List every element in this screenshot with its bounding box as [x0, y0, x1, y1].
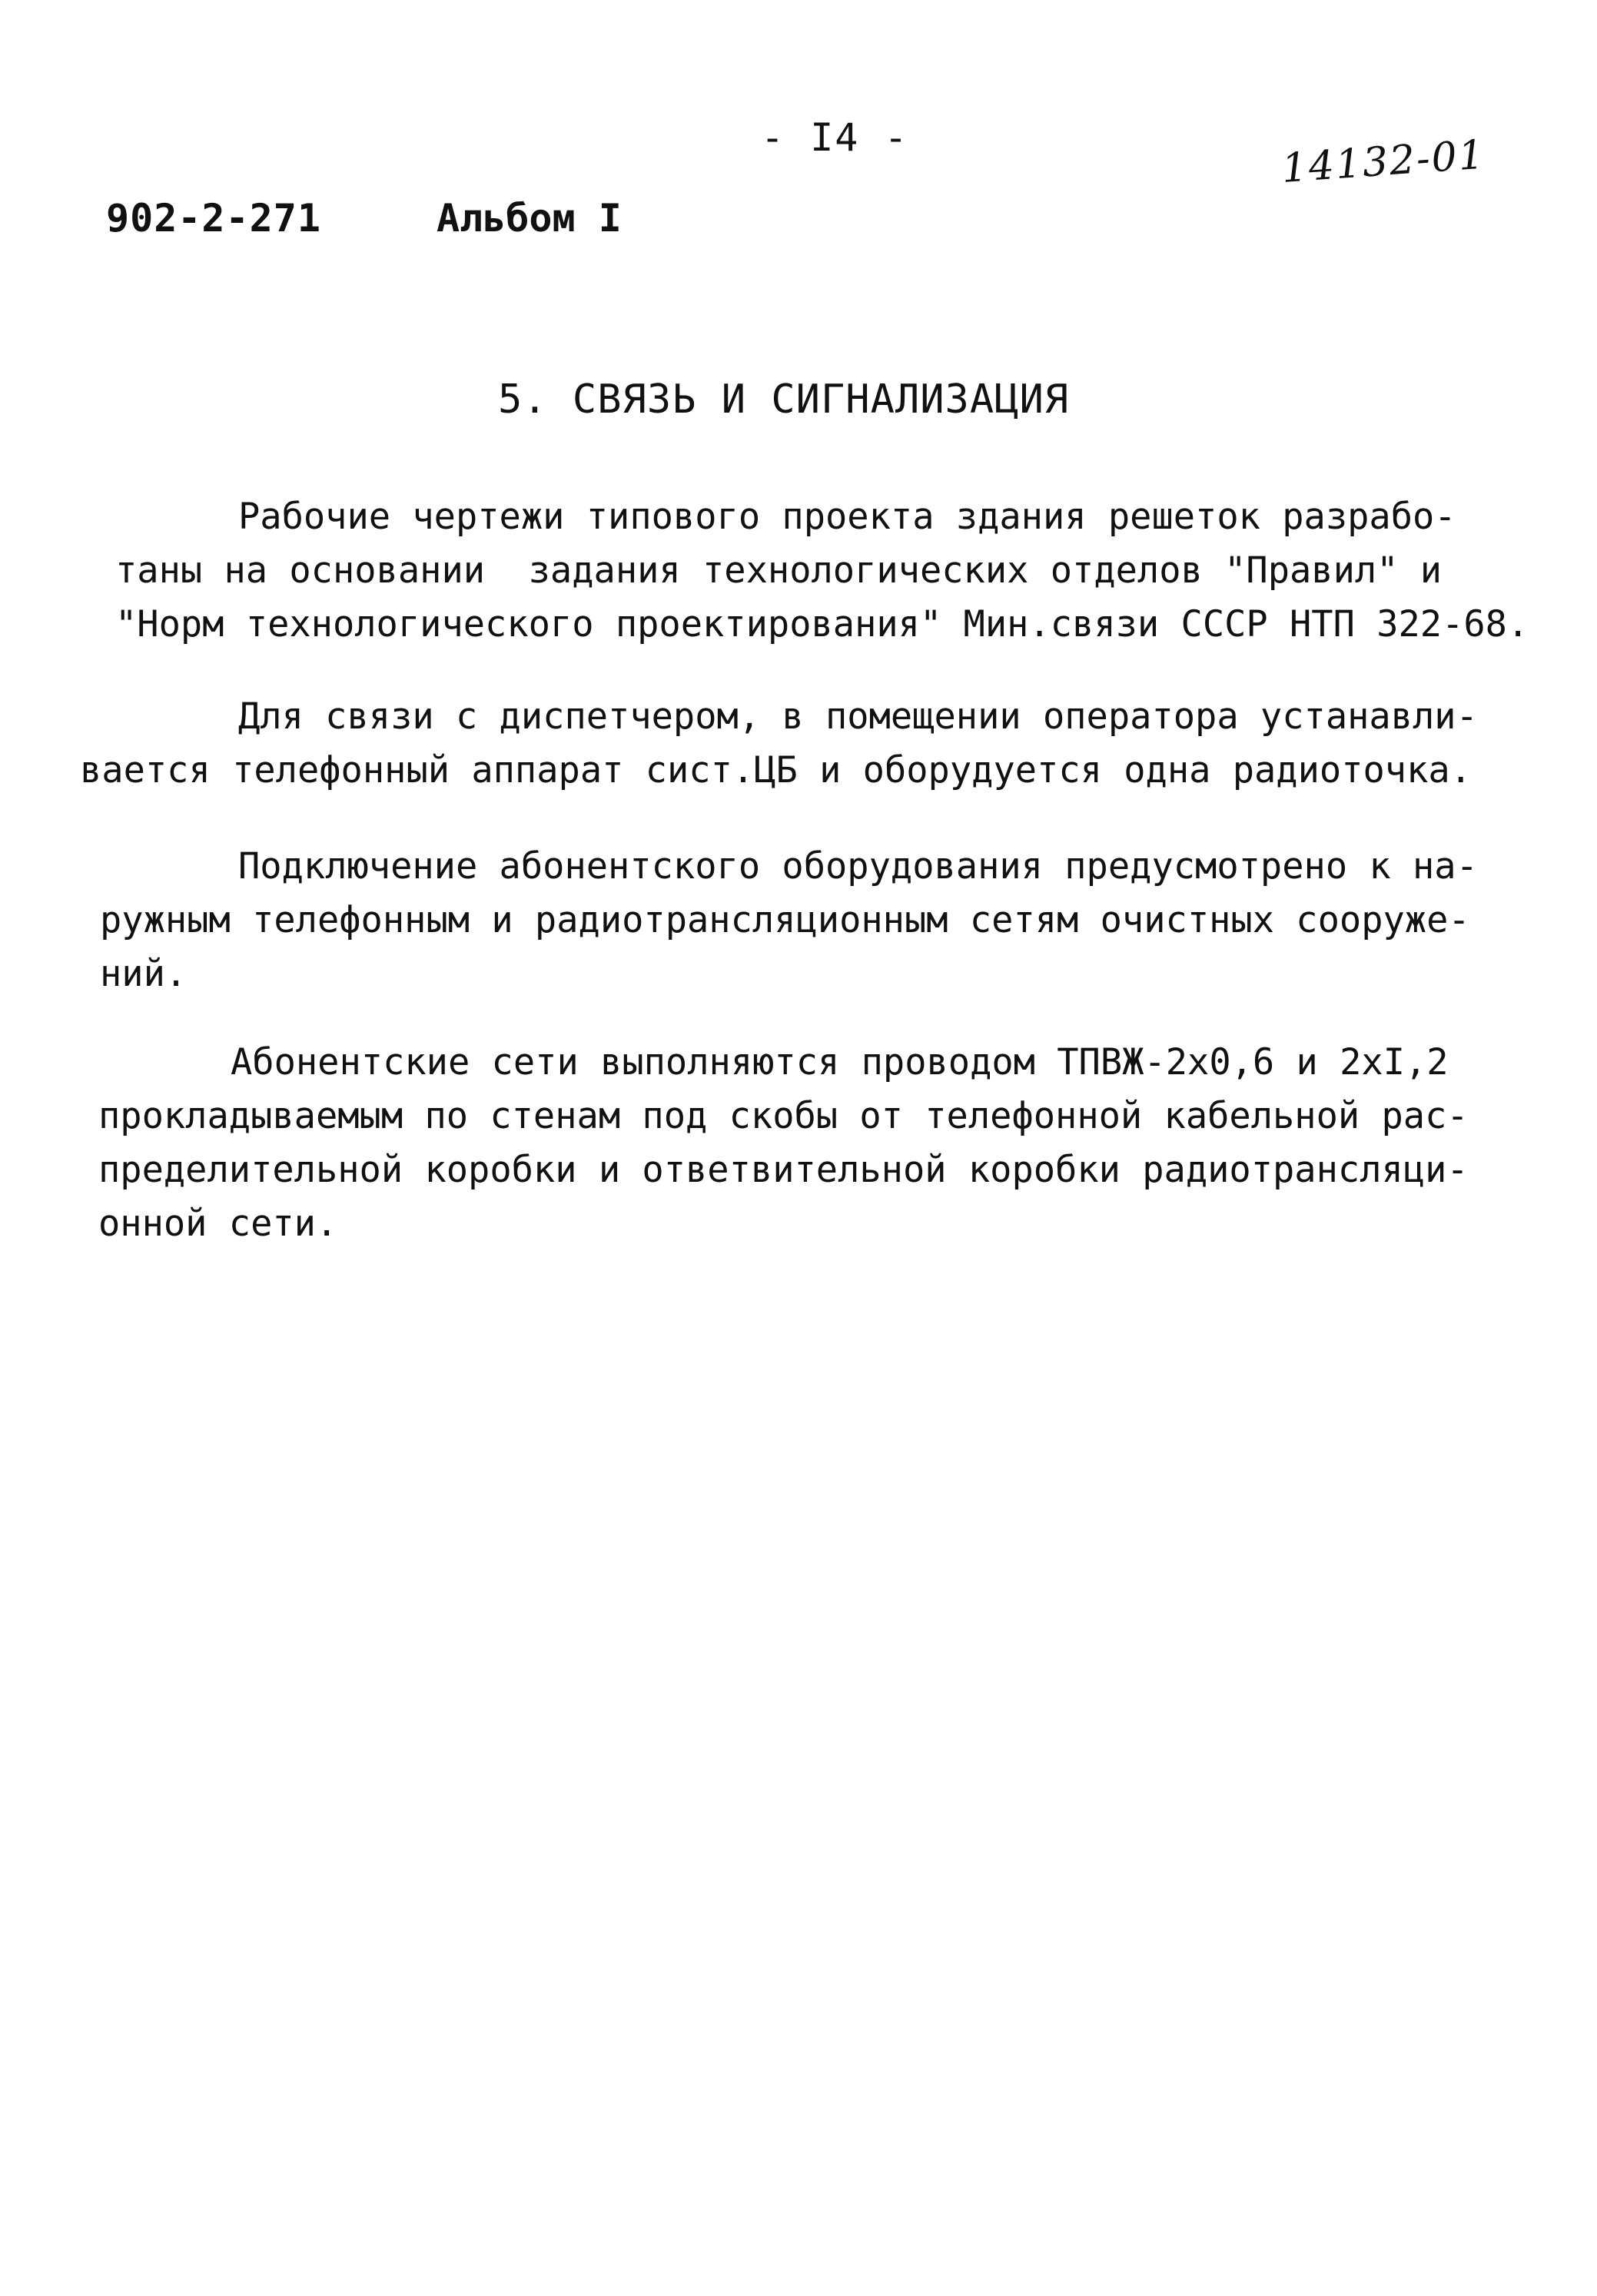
paragraph-line: Абонентские сети выполняются проводом ТПВЖ-2х0,6 и 2хI,2 [231, 1041, 1449, 1083]
paragraph-line: ний. [100, 953, 188, 995]
paragraph-line: таны на основании задания технологических отделов "Правил" и [115, 549, 1443, 592]
paragraph-line: Подключение абонентского оборудования предусмотрено к на- [238, 845, 1478, 888]
paragraph-line: онной сети. [98, 1203, 338, 1245]
paragraph-line: вается телефонный аппарат сист.ЦБ и оборудуется одна радиоточка. [80, 749, 1472, 791]
paragraph-line: "Норм технологического проектирования" Мин.связи СССР НТП 322-68. [115, 603, 1529, 645]
album-label: Альбом I [437, 196, 622, 241]
page-number: - I4 - [761, 115, 909, 160]
document-code: 902-2-271 [106, 196, 321, 241]
paragraph-line: прокладываемым по стенам под скобы от телефонной кабельной рас- [98, 1095, 1469, 1137]
paragraph-line: пределительной коробки и ответвительной коробки радиотрансляци- [98, 1149, 1469, 1191]
paragraph-line: Для связи с диспетчером, в помещении оператора устанавли- [238, 695, 1478, 738]
paragraph-line: Рабочие чертежи типового проекта здания решеток разрабо- [238, 496, 1456, 538]
section-title: 5. СВЯЗЬ И СИГНАЛИЗАЦИЯ [498, 377, 1070, 423]
paragraph-line: ружным телефонным и радиотрансляционным сетям очистных сооруже- [100, 899, 1470, 941]
handwritten-inventory-number: 14132-01 [1280, 131, 1487, 192]
